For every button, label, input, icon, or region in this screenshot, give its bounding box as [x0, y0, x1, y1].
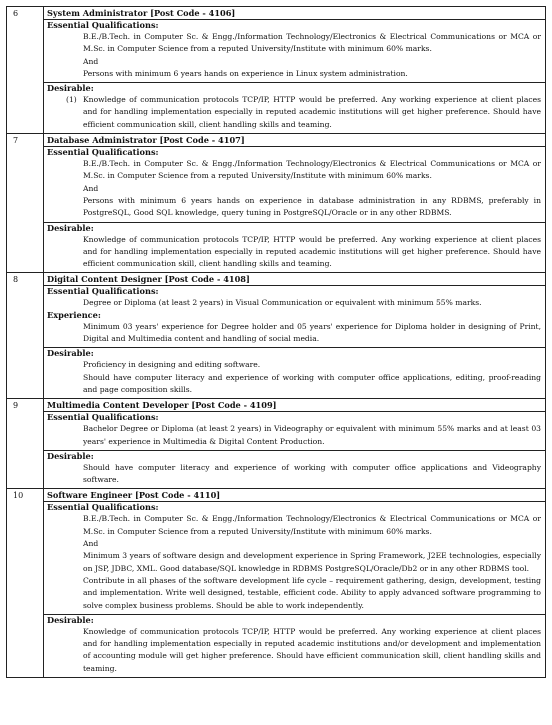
section-heading: Essential Qualifications: [47, 286, 159, 297]
serial-number: 10 [7, 489, 44, 678]
desirable-text: Knowledge of communication protocols TCP/IP, HTTP would be preferred. Any working experience at client places and for handling implementation especially in reputed academic institutions will get higher preference. Should have efficient communication skill, client handling skills and teaming. [83, 234, 541, 269]
section-heading: Essential Qualifications: [47, 412, 159, 423]
and-connector: And [83, 539, 99, 549]
table-row [7, 489, 546, 678]
item-marker: (1) [66, 95, 77, 105]
qualification-text: Contribute in all phases of the software development life cycle – requirement gathering, design, development, testing and implementation. Write well designed, testable, efficient code. Ability to apply advanced software programming to solve complex business problems. Should be able to work independently. [83, 575, 541, 610]
desirable-section [44, 614, 545, 677]
essential-section [44, 501, 545, 613]
serial-number: 7 [7, 134, 44, 273]
essential-section [44, 411, 545, 450]
table-row [7, 399, 546, 489]
qualification-text: B.E./B.Tech. in Computer Sc. & Engg./Information Technology/Electronics & Electrical Communications or MCA or M.Sc. in Computer Science from a reputed University/Institute with minimum 60% marks. [83, 514, 541, 536]
essential-section [44, 19, 545, 82]
desirable-text: Knowledge of communication protocols TCP/IP, HTTP would be preferred. Any working experience at client places and for handling implementation especially in reputed academic institutions will get higher preference. Should have efficient communication skill, client handling skills and teaming. [83, 95, 541, 129]
desirable-text: Proficiency in designing and editing software. [83, 360, 261, 370]
section-heading: Essential Qualifications: [47, 147, 159, 158]
table-row [7, 134, 546, 273]
table-row [7, 273, 546, 399]
post-cell [44, 489, 546, 678]
qualification-text: Degree or Diploma (at least 2 years) in Visual Communication or equivalent with minimum 55% marks. [83, 298, 482, 308]
post-title: Multimedia Content Developer [Post Code - 4109] [47, 400, 277, 411]
desirable-section [44, 82, 545, 133]
serial-number: 6 [7, 7, 44, 134]
and-connector: And [83, 183, 99, 193]
experience-text: Minimum 03 years' experience for Degree holder and 05 years' experience for Diploma holder in designing of Print, Digital and Multimedia content and handling of social media. [83, 321, 541, 344]
section-heading: Desirable: [47, 348, 94, 359]
section-heading: Essential Qualifications: [47, 20, 159, 30]
and-connector: And [83, 56, 99, 66]
essential-section [44, 146, 545, 221]
desirable-text: Knowledge of communication protocols TCP/IP, HTTP would be preferred. Any working experience at client places and for handling implementation especially in reputed academic institutions and/or development and implementation of accounting module will get higher preference. Should have efficient communication skill, client handling skills and teaming. [83, 626, 541, 673]
post-title: Software Engineer [Post Code - 4110] [47, 490, 221, 501]
section-heading: Desirable: [47, 83, 94, 94]
experience-heading: Experience: [47, 309, 101, 320]
qualification-text: Persons with minimum 6 years hands on experience in database administration in any RDBMS, preferably in PostgreSQL, Good SQL knowledge, query tuning in PostgreSQL/Oracle or in any other RDBMS. [83, 195, 541, 218]
qualification-text: Minimum 3 years of software design and development experience in Spring Framework, J2EE technologies, especially on JSP, JDBC, XML. Good database/SQL knowledge in RDBMS PostgreSQL/Oracle/Db2 or in any other RDBMS tool. [83, 551, 541, 573]
post-title: Digital Content Designer [Post Code - 4108] [47, 274, 250, 285]
numbered-item [66, 94, 541, 131]
section-heading: Desirable: [47, 614, 94, 625]
post-cell [44, 134, 546, 273]
desirable-text: Should have computer literacy and experience of working with computer office applications, editing, proof-reading and page composition skills. [83, 372, 541, 394]
section-heading: Desirable: [47, 450, 94, 461]
post-cell [44, 399, 546, 489]
qualification-text: Bachelor Degree or Diploma (at least 2 years) in Videography or equivalent with minimum 55% marks and at least 03 years' experience in Multimedia & Digital Content Production. [83, 424, 541, 446]
section-heading: Desirable: [47, 222, 94, 233]
qualification-text: B.E./B.Tech. in Computer Sc. & Engg./Information Technology/Electronics & Electrical Communications or MCA or M.Sc. in Computer Science from a reputed University/Institute with minimum 60% marks. [83, 159, 541, 181]
qualification-text: Persons with minimum 6 years hands on experience in Linux system administration. [83, 68, 408, 78]
desirable-text: Should have computer literacy and experience of working with computer office applications and Videography software. [83, 462, 541, 485]
qualification-text: B.E./B.Tech. in Computer Sc. & Engg./Information Technology/Electronics & Electrical Communications or MCA or M.Sc. in Computer Science from a reputed University/Institute with minimum 60% marks. [83, 32, 541, 54]
post-title: Database Administrator [Post Code - 4107] [47, 135, 245, 146]
desirable-section [44, 450, 545, 489]
desirable-section [44, 347, 545, 398]
post-cell [44, 7, 546, 134]
post-cell [44, 273, 546, 399]
qualifications-table [6, 6, 546, 678]
post-title: System Administrator [Post Code - 4106] [47, 8, 236, 18]
table-row [7, 7, 546, 134]
serial-number: 9 [7, 399, 44, 489]
section-heading: Essential Qualifications: [47, 502, 159, 513]
desirable-section [44, 222, 545, 273]
essential-section [44, 285, 545, 347]
serial-number: 8 [7, 273, 44, 399]
